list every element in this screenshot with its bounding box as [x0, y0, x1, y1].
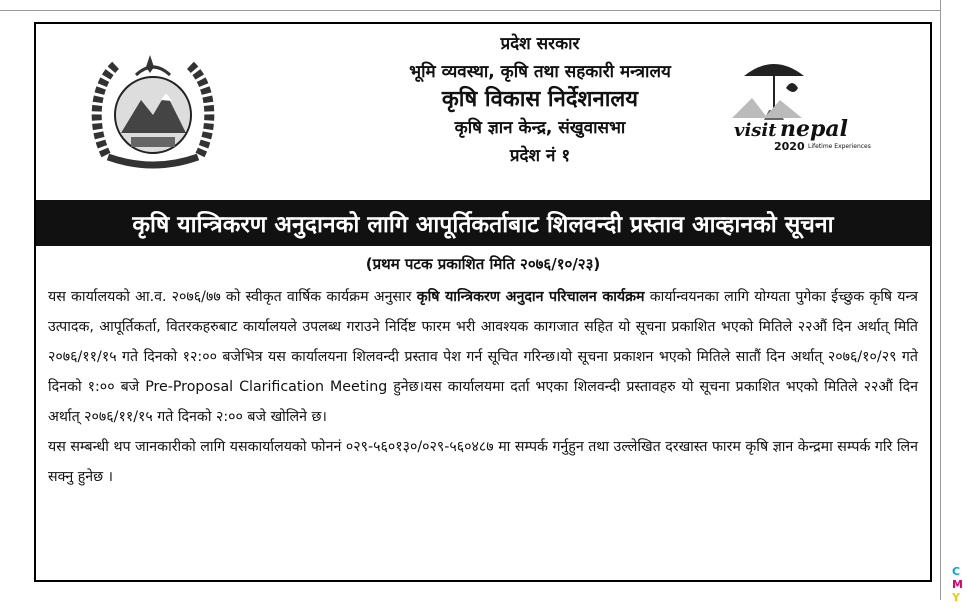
svg-text:visit: visit	[734, 120, 777, 141]
first-publish-date: (प्रथम पटक प्रकाशित मिति २०७६/१०/२३)	[365, 255, 601, 273]
svg-text:Lifetime Experiences: Lifetime Experiences	[808, 143, 871, 150]
print-color-marks	[952, 565, 963, 604]
magenta-mark: M	[952, 578, 963, 591]
notice-paragraph-2: यस सम्बन्धी थप जानकारीको लागि यसकार्यालयको फोननं ०२९-५६०१३०/०२९-५६०४८७ मा सम्पर्क गर्नुहुन तथा उल्लेखित दरखास्त फारम कृषि ज्ञान केन्द्रमा सम्पर्क गरि लिन सक्नु हुनेछ ।	[48, 439, 919, 485]
paragraph-1-rest: कार्यान्वयनका लागि योग्यता पुगेका ईच्छुक कृषि यन्त्र उत्पादक, आपूर्तिकर्ता, वितरकहरुबाट कार्यालयले उपलब्ध गराउने निर्दिष्ट फारम भरी आवश्यक कागजात सहित यो सूचना प्रकाशित भएको मितिले २२औं दिन अर्थात् मिति २०७६/११/१५ गते दिनको १२:०० बजेभित्र यस कार्यालयना शिलवन्दी प्रस्ताव पेश गर्न सूचित गरिन्छ।यो सूचना प्रकाशन भएको मितिले सातौं दिन अर्थात् २०७६/१०/२९ गते दिनको १:०० बजे Pre-Proposal Clarification Meeting हुनेछ।यस कार्यालयमा दर्ता भएका शिलवन्दी प्रस्तावहरु यो सूचना प्रकाशित भएको मितिले २२औं दिन अर्थात् २०७६/११/१५ गते दिनको २:०० बजे खोलिने छ।	[48, 289, 918, 425]
government-name: प्रदेश सरकार	[500, 34, 580, 54]
page-top-rule	[0, 10, 940, 11]
program-name: कृषि यान्त्रिकरण अनुदान परिचालन कार्यक्रम	[416, 289, 645, 305]
nepal-emblem-icon	[86, 45, 220, 173]
page-right-rule	[940, 0, 941, 600]
province-name: प्रदेश नं १	[509, 146, 571, 166]
notice-body	[48, 282, 918, 492]
svg-text:2020: 2020	[774, 140, 805, 153]
directorate-name: कृषि विकास निर्देशनालय	[441, 87, 639, 112]
ministry-name: भूमि व्यवस्था, कृषि तथा सहकारी मन्त्रालय	[409, 62, 671, 82]
center-name: कृषि ज्ञान केन्द्र, संखुवासभा	[454, 118, 626, 138]
header-block	[280, 30, 800, 170]
notice-title: कृषि यान्त्रिकरण अनुदानको लागि आपूर्तिकर्ताबाट शिलवन्दी प्रस्ताव आव्हानको सूचना	[36, 200, 930, 246]
yellow-mark: Y	[952, 591, 960, 604]
paragraph-1-lead: यस कार्यालयको आ.व. २०७६/७७ को स्वीकृत वार्षिक कार्यक्रम अनुसार	[48, 289, 417, 305]
notice-paragraph-1	[48, 282, 918, 432]
cyan-mark: C	[952, 565, 961, 578]
svg-text:nepal: nepal	[780, 116, 848, 142]
